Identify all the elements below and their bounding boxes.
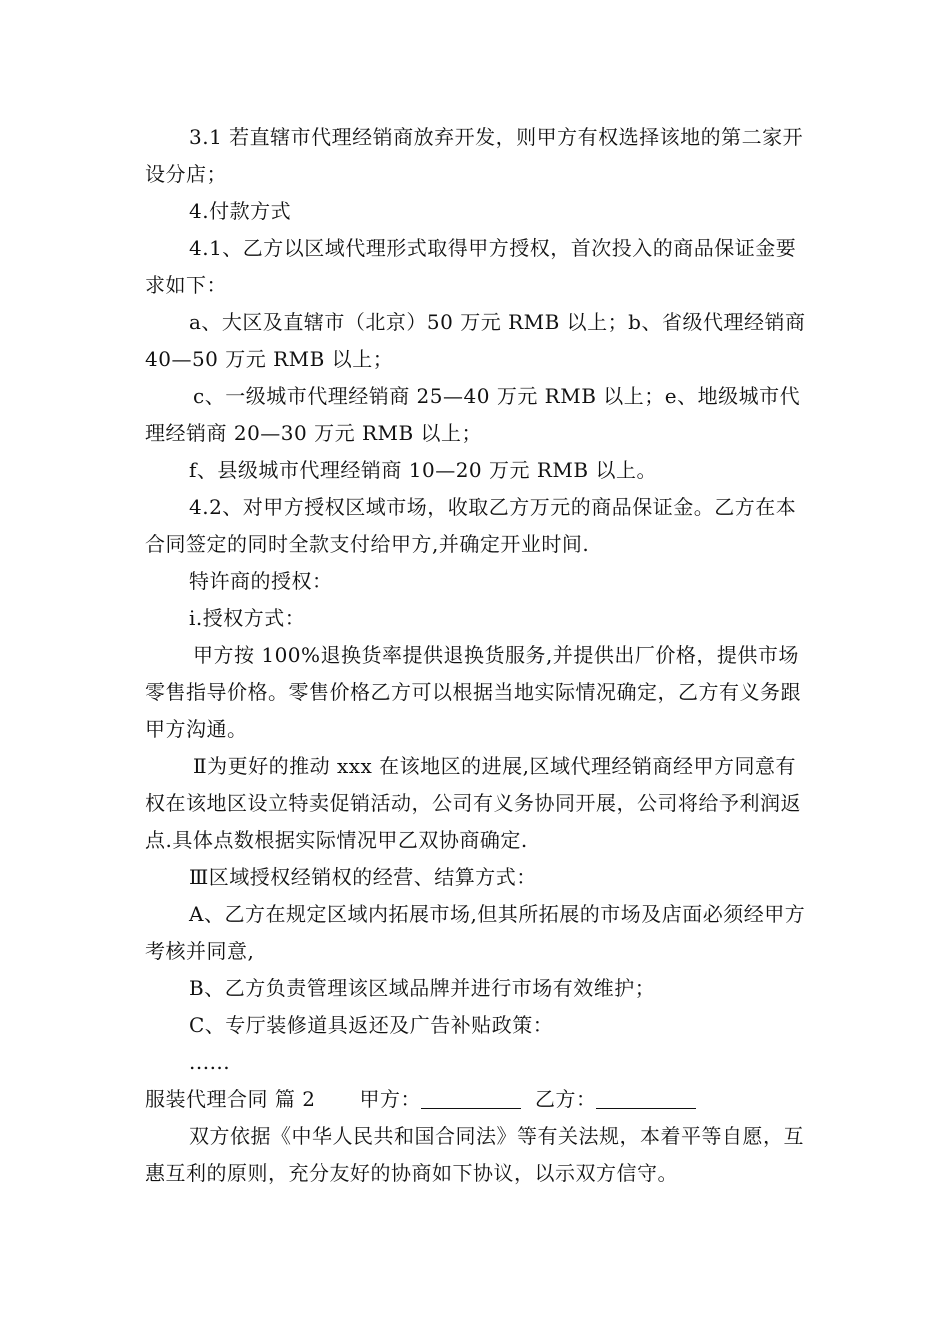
- document-body: [145, 119, 806, 1192]
- clause-4-2: 4.2、对甲方授权区域市场，收取乙方万元的商品保证金。乙方在本合同签定的同时全款支付给甲方,并确定开业时间.: [145, 495, 797, 556]
- contract-2-header: [145, 1081, 806, 1118]
- party-a-label: 甲方：: [359, 1087, 421, 1111]
- item-a: A、乙方在规定区域内拓展市场,但其所拓展的市场及店面必须经甲方考核并同意,: [145, 902, 806, 963]
- promotion-paragraph: Ⅱ为更好的推动 xxx 在该地区的进展,区域代理经销商经甲方同意有权在该地区设立特卖促销活动，公司有义务协同开展，公司将给予利润返点.具体点数根据实际情况甲乙双协商确定.: [145, 754, 801, 852]
- settlement-heading: Ⅲ区域授权经销权的经营、结算方式：: [189, 865, 537, 889]
- section-heading-payment: 4.付款方式: [189, 199, 292, 223]
- authorization-method-heading: i.授权方式：: [189, 606, 306, 630]
- party-a-blank: [421, 1088, 521, 1109]
- deposit-tier-ab: a、大区及直辖市（北京）50 万元 RMB 以上；b、省级代理经销商 40—50 万元 RMB 以上；: [145, 310, 806, 371]
- party-b-blank: [596, 1088, 696, 1109]
- return-policy-paragraph: 甲方按 100%退换货率提供退换货服务,并提供出厂价格，提供市场零售指导价格。零售价格乙方可以根据当地实际情况确定，乙方有义务跟甲方沟通。: [145, 643, 801, 741]
- ellipsis: ......: [189, 1050, 231, 1074]
- clause-3-1: 3.1 若直辖市代理经销商放弃开发，则甲方有权选择该地的第二家开设分店；: [145, 125, 804, 186]
- deposit-tier-f: f、县级城市代理经销商 10—20 万元 RMB 以上。: [189, 458, 657, 482]
- contract-2-preamble: 双方依据《中华人民共和国合同法》等有关法规，本着平等自愿，互惠互利的原则，充分友好的协商如下协议，以示双方信守。: [145, 1124, 804, 1185]
- deposit-tier-ce: c、一级城市代理经销商 25—40 万元 RMB 以上；e、地级城市代理经销商 20—30 万元 RMB 以上；: [145, 384, 801, 445]
- franchise-authorization-heading: 特许商的授权：: [189, 569, 333, 593]
- item-b: B、乙方负责管理该区域品牌并进行市场有效维护；: [189, 976, 656, 1000]
- party-b-label: 乙方：: [534, 1087, 597, 1111]
- contract-2-title: 服装代理合同 篇 2: [145, 1087, 316, 1111]
- item-c: C、专厅装修道具返还及广告补贴政策：: [189, 1013, 554, 1037]
- clause-4-1: 4.1、乙方以区域代理形式取得甲方授权，首次投入的商品保证金要求如下：: [145, 236, 797, 297]
